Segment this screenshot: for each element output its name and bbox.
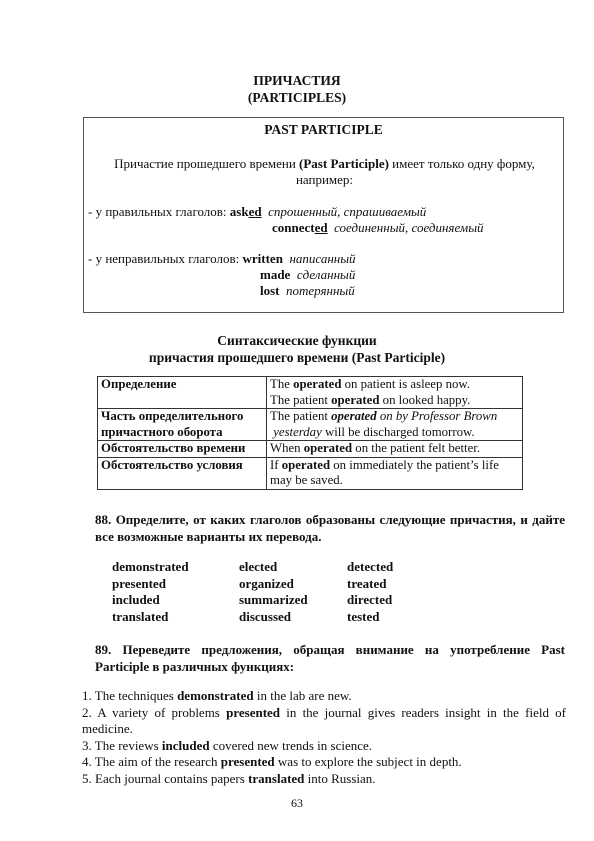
word: summarized xyxy=(239,592,308,607)
table-row xyxy=(98,441,523,458)
regular-verbs-line-1 xyxy=(88,204,426,220)
function-label: Определение xyxy=(101,377,177,391)
text: in the journal gives readers insight in the field of medicine. xyxy=(82,704,567,736)
example-cell xyxy=(267,409,523,441)
participle: presented xyxy=(226,704,281,720)
example-translation: соединенный, соединяемый xyxy=(334,220,484,235)
intro-text: Причастие прошедшего времени xyxy=(114,156,300,171)
function-label: Обстоятельство времени xyxy=(101,441,246,455)
text: on immediately the patient’s life xyxy=(330,457,499,472)
example-line xyxy=(270,393,519,409)
text: The patient xyxy=(270,392,332,407)
irregular-label: - у неправильных глаголов: xyxy=(88,251,243,266)
word: treated xyxy=(347,575,387,591)
example-translation: спрошенный, спрашиваемый xyxy=(268,204,427,219)
example-word: lost xyxy=(260,283,280,298)
function-cell xyxy=(98,377,267,409)
sentence-list xyxy=(82,688,566,787)
functions-table xyxy=(97,376,523,490)
example-stem: ask xyxy=(229,204,249,219)
regular-label: - у правильных глаголов: xyxy=(88,204,230,219)
example-stem: connect xyxy=(272,220,315,235)
text: on looked happy. xyxy=(379,392,471,407)
function-label: Обстоятельство условия xyxy=(101,457,243,472)
participle: translated xyxy=(248,770,305,786)
title-line-2: (PARTICIPLES) xyxy=(247,90,347,105)
function-label: причастного оборота xyxy=(101,424,223,439)
text: 1. The techniques xyxy=(82,688,178,703)
title-line-1: ПРИЧАСТИЯ xyxy=(253,73,341,88)
functions-title-line-2: причастия прошедшего времени (Past Participle) xyxy=(148,350,446,365)
function-cell xyxy=(98,409,267,441)
example-cell xyxy=(267,377,523,409)
example-line xyxy=(270,441,519,457)
text: 5. Each journal contains papers xyxy=(82,770,249,786)
text: 3. The reviews xyxy=(82,737,162,753)
irregular-verbs-line-1 xyxy=(88,251,356,267)
text: 2. A variety of problems xyxy=(82,704,227,720)
example-line xyxy=(270,409,519,425)
text: into Russian. xyxy=(304,770,376,786)
word: included xyxy=(112,592,160,607)
page-number: 63 xyxy=(291,796,303,810)
word: elected xyxy=(239,559,278,574)
example-translation: потерянный xyxy=(286,283,355,298)
word: directed xyxy=(347,592,393,607)
participle: operated xyxy=(331,409,377,423)
exercise-89-instructions: 89. Переведите предложения, обращая внимание на употребление Past Participle в различных функциях: xyxy=(95,642,565,674)
text: If xyxy=(270,457,282,472)
page-title xyxy=(0,72,594,106)
participle: operated xyxy=(303,441,353,455)
example-line xyxy=(270,458,519,474)
regular-verbs-line-2 xyxy=(272,220,484,236)
word: tested xyxy=(347,608,380,624)
example-translation: написанный xyxy=(289,251,356,266)
text: The patient xyxy=(270,409,332,423)
text: covered new trends in science. xyxy=(209,737,373,753)
text: When xyxy=(270,441,304,455)
text: on by Professor Brown xyxy=(376,409,498,423)
table-row xyxy=(98,377,523,409)
functions-title xyxy=(0,332,594,366)
text: 4. The aim of the research xyxy=(82,754,221,769)
irregular-verbs-line-2 xyxy=(260,267,355,283)
example-line xyxy=(270,425,519,441)
box-intro xyxy=(90,156,559,188)
sentence xyxy=(82,738,566,755)
word: discussed xyxy=(239,608,292,624)
text: on the patient felt better. xyxy=(352,441,481,455)
intro-text-end: имеет только одну форму, например: xyxy=(295,156,535,187)
exercise-88-instructions: 88. Определите, от каких глаголов образованы следующие причастия, и дайте все возможные варианты их перевода. xyxy=(95,512,565,544)
participle: included xyxy=(161,737,210,753)
word-column-3 xyxy=(347,559,393,625)
example-ending: ed xyxy=(248,204,262,219)
text: will be discharged tomorrow. xyxy=(321,424,475,439)
example-line xyxy=(270,473,519,489)
example-word: made xyxy=(260,267,291,282)
word-column-1 xyxy=(112,559,189,625)
table-row xyxy=(98,457,523,489)
word: detected xyxy=(347,559,394,574)
irregular-verbs-line-3 xyxy=(260,283,355,299)
sentence xyxy=(82,705,566,738)
table-row xyxy=(98,409,523,441)
function-cell xyxy=(98,441,267,458)
function-cell xyxy=(98,457,267,489)
example-translation: сделанный xyxy=(296,267,356,282)
text: may be saved. xyxy=(270,473,343,487)
example-cell xyxy=(267,457,523,489)
past-participle-box xyxy=(83,117,564,313)
intro-term: (Past Participle) xyxy=(299,156,389,171)
example-line xyxy=(270,377,519,393)
sentence xyxy=(82,688,566,705)
example-ending: ed xyxy=(314,220,328,235)
functions-title-line-1: Синтаксические функции xyxy=(217,333,377,348)
function-label: Часть определительного xyxy=(101,409,244,423)
word: translated xyxy=(112,608,169,624)
word: presented xyxy=(112,575,166,591)
text: on patient is asleep now. xyxy=(341,377,470,391)
text: yesterday xyxy=(273,424,322,439)
text: in the lab are new. xyxy=(253,688,352,703)
word: demonstrated xyxy=(112,559,189,574)
sentence xyxy=(82,754,566,771)
text: The xyxy=(270,377,294,391)
example-cell xyxy=(267,441,523,458)
participle: presented xyxy=(220,754,275,769)
word: organized xyxy=(239,575,294,591)
participle: demonstrated xyxy=(177,688,254,703)
word-column-2 xyxy=(239,559,308,625)
example-word: written xyxy=(242,251,283,266)
sentence xyxy=(82,771,566,788)
participle: operated xyxy=(293,377,342,391)
box-title: PAST PARTICIPLE xyxy=(264,122,383,137)
text: was to explore the subject in depth. xyxy=(274,754,462,769)
participle: operated xyxy=(281,457,331,472)
participle: operated xyxy=(331,392,380,407)
